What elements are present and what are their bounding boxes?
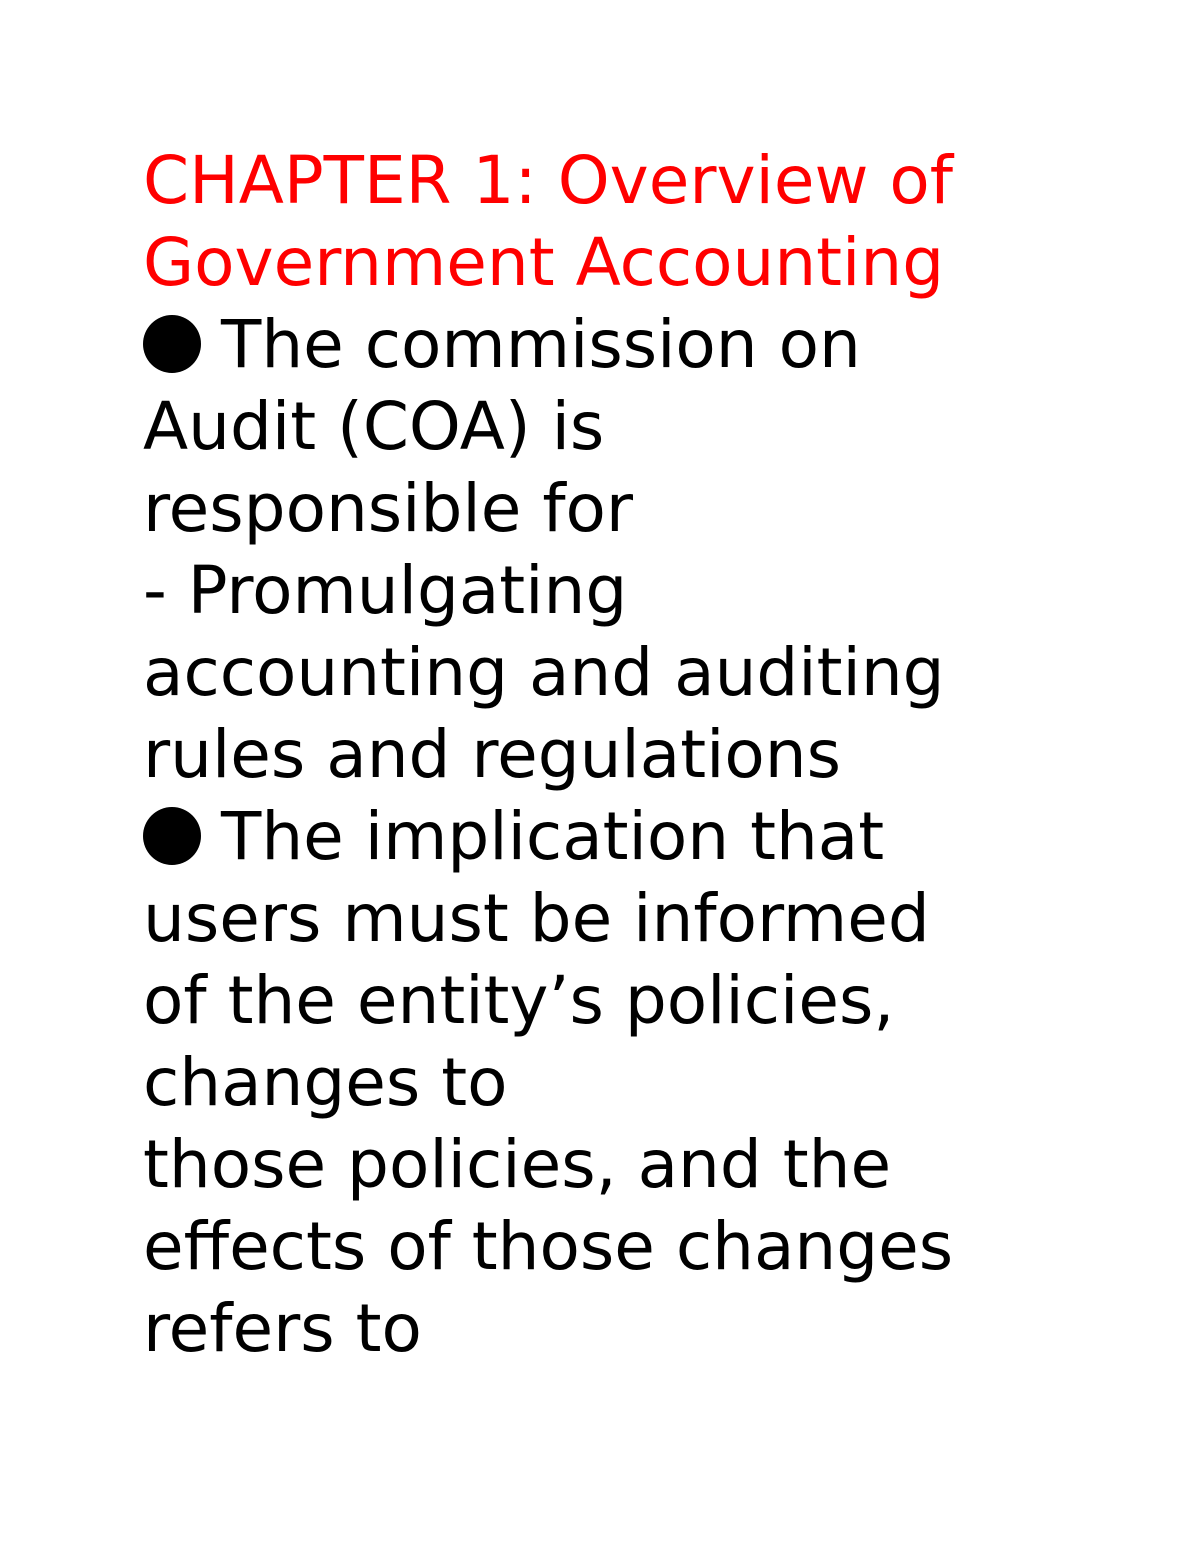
bullet-first-line bbox=[143, 796, 1143, 878]
bullet-text: The implication that bbox=[221, 798, 885, 875]
bullet-item-implication bbox=[143, 796, 1143, 1370]
bullet-text-line: rules and regulations bbox=[143, 716, 842, 793]
bullet-text-line: changes to bbox=[143, 1044, 508, 1121]
document-body bbox=[143, 140, 1143, 1370]
chapter-title-line: CHAPTER 1: Overview of bbox=[143, 142, 954, 219]
black-circle-icon bbox=[143, 315, 201, 373]
bullet-text-line: - Promulgating bbox=[143, 552, 628, 629]
chapter-title bbox=[143, 140, 1143, 304]
black-circle-icon bbox=[143, 807, 201, 865]
bullet-first-line bbox=[143, 304, 1143, 386]
bullet-text-line: Audit (COA) is bbox=[143, 388, 605, 465]
bullet-text-line: responsible for bbox=[143, 470, 634, 547]
bullet-text-line: those policies, and the bbox=[143, 1126, 892, 1203]
bullet-text-line: accounting and auditing bbox=[143, 634, 945, 711]
bullet-text-line: effects of those changes bbox=[143, 1208, 954, 1285]
bullet-text-line: users must be informed bbox=[143, 880, 930, 957]
chapter-title-line: Government Accounting bbox=[143, 224, 945, 301]
bullet-text-line: refers to bbox=[143, 1290, 422, 1367]
bullet-text: The commission on bbox=[221, 306, 861, 383]
bullet-item-coa bbox=[143, 304, 1143, 796]
bullet-text-line: of the entity’s policies, bbox=[143, 962, 895, 1039]
